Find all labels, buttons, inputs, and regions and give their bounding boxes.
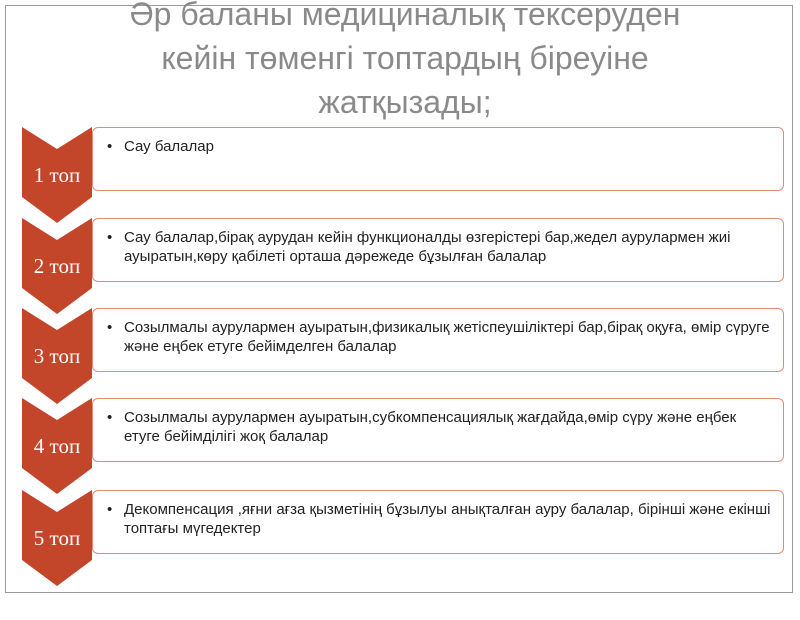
group-box-1: [92, 127, 784, 191]
group-text-3: Созылмалы аурулармен ауыратын,физикалық жетіспеушіліктері бар,бірақ оқуға, өмір сүруге және еңбек етуге бейімделген балалар: [124, 319, 770, 355]
group-text-4: Созылмалы аурулармен ауыратын,субкомпенсациялық жағдайда,өмір сүру және еңбек етуге бейімділігі жоқ балалар: [124, 409, 737, 445]
bullet-icon: •: [107, 409, 113, 426]
group-label-2: 2 топ: [33, 254, 81, 278]
bullet-icon: •: [107, 501, 113, 518]
group-box-5: [92, 490, 784, 554]
group-label-1: 1 топ: [33, 163, 81, 187]
group-label-3: 3 топ: [33, 344, 81, 368]
chevron-5: [22, 490, 92, 620]
group-text-5: Декомпенсация ,яғни ағза қызметінің бұзылуы анықталған ауру балалар, бірінші және екінші топтағы мүгедектер: [124, 501, 771, 537]
group-text-2: Сау балалар,бірақ аурудан кейін функционалды өзгерістері бар,жедел аурулармен жиі ауыратын,көру қабілеті орташа дәрежеде бұзылған балалар: [124, 229, 731, 265]
group-label-5: 5 топ: [33, 526, 81, 550]
bullet-icon: •: [107, 319, 113, 336]
group-label-4: 4 топ: [33, 434, 81, 458]
group-box-2: [92, 218, 784, 282]
group-box-4: [92, 398, 784, 462]
bullet-icon: •: [107, 229, 113, 246]
title-line-1: Әр баланы медициналық тексеруден: [129, 0, 681, 32]
slide-title: [60, 0, 750, 124]
group-box-3: [92, 308, 784, 372]
title-line-2: кейін төменгі топтардың біреуіне: [161, 40, 649, 76]
title-line-3: жатқызады;: [318, 84, 492, 120]
group-text-1: Сау балалар: [124, 138, 214, 155]
bullet-icon: •: [107, 138, 113, 155]
